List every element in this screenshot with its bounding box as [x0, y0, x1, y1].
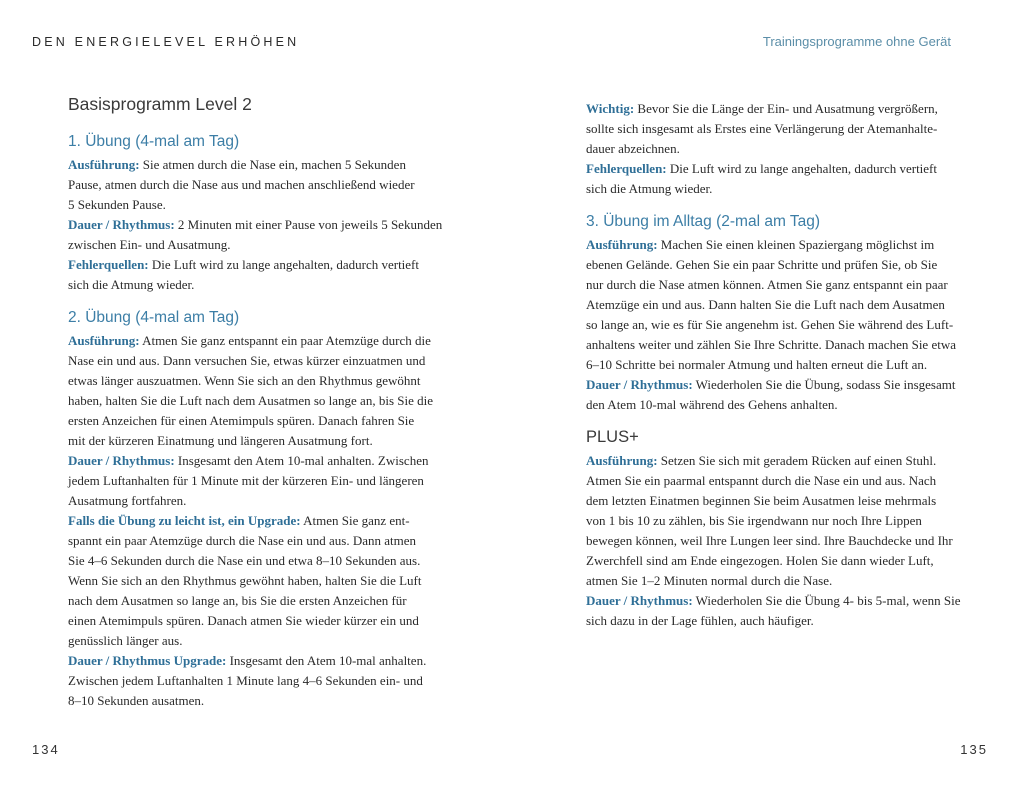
text-line — [68, 451, 440, 471]
text-line: 8–10 Sekunden ausatmen. — [68, 693, 205, 708]
text-line: Nase ein und aus. Dann versuchen Sie, etwas kürzer einzuatmen und — [68, 353, 426, 368]
line-text: Insgesamt den Atem 10-mal anhalten. — [226, 653, 427, 668]
plus-heading: PLUS+ — [586, 428, 639, 446]
text-line: bewegen können, weil Ihre Lungen leer sind. Ihre Bauchdecke und Ihr — [586, 533, 953, 548]
label-duration: Dauer / Rhythmus: — [68, 453, 175, 468]
text-line: sich die Atmung wieder. — [586, 181, 713, 196]
text-line: von 1 bis 10 zu zählen, bis Sie irgendwann nur noch Ihre Lippen — [586, 513, 922, 528]
text-line — [586, 235, 958, 255]
text-line — [68, 215, 443, 235]
text-line: nur durch die Nase atmen können. Atmen Sie ganz entspannt ein paar — [586, 277, 948, 292]
text-line: sich dazu in der Lage fühlen, auch häufiger. — [586, 613, 814, 628]
exercise-3-heading: 3. Übung im Alltag (2-mal am Tag) — [586, 213, 821, 230]
text-line: Zwischen jedem Luftanhalten 1 Minute lang 4–6 Sekunden ein- und — [68, 673, 423, 688]
text-line: 6–10 Schritte bei normaler Atmung und halten erneut die Luft an. — [586, 357, 928, 372]
text-line: anhaltens weiter und zählen Sie Ihre Schritte. Danach machen Sie etwa — [586, 337, 956, 352]
running-title-right: Trainingsprogramme ohne Gerät — [762, 34, 951, 49]
text-line — [586, 159, 958, 179]
text-line — [586, 375, 958, 395]
label-execution: Ausführung: — [586, 453, 658, 468]
label-duration: Dauer / Rhythmus: — [586, 593, 693, 608]
label-important: Wichtig: — [586, 101, 635, 116]
label-duration: Dauer / Rhythmus: — [586, 377, 693, 392]
page-number-left: 134 — [32, 742, 60, 757]
text-line: einen Atemimpuls spüren. Danach atmen Sie wieder kürzer ein und — [68, 613, 419, 628]
line-text: 2 Minuten mit einer Pause von jeweils 5 Sekunden — [174, 217, 443, 232]
text-line: etwas länger auszuatmen. Wenn Sie sich an den Rhythmus gewöhnt — [68, 373, 421, 388]
label-duration-upgrade: Dauer / Rhythmus Upgrade: — [68, 653, 227, 668]
label-errors: Fehlerquellen: — [68, 257, 149, 272]
line-text: Sie atmen durch die Nase ein, machen 5 Sekunden — [139, 157, 406, 172]
text-line — [68, 155, 440, 175]
page-number-right: 135 — [960, 742, 988, 757]
label-execution: Ausführung: — [68, 157, 140, 172]
text-line: den Atem 10-mal während des Gehens anhalten. — [586, 397, 838, 412]
text-line: Ausatmung fortfahren. — [68, 493, 187, 508]
text-line: dem letzten Einatmen beginnen Sie beim Ausatmen leise mehrmals — [586, 493, 937, 508]
line-text: Wiederholen Sie die Übung 4- bis 5-mal, wenn Sie — [692, 593, 961, 608]
line-text: Wiederholen Sie die Übung, sodass Sie insgesamt — [692, 377, 956, 392]
text-line: atmen Sie 1–2 Minuten normal durch die Nase. — [586, 573, 833, 588]
line-text: Die Luft wird zu lange angehalten, dadurch vertieft — [148, 257, 419, 272]
label-duration: Dauer / Rhythmus: — [68, 217, 175, 232]
text-line — [586, 591, 961, 611]
line-text: Die Luft wird zu lange angehalten, dadurch vertieft — [666, 161, 937, 176]
text-line: ebenen Gelände. Gehen Sie ein paar Schritte und prüfen Sie, ob Sie — [586, 257, 938, 272]
text-line: haben, halten Sie die Luft nach dem Ausatmen so lange an, bis Sie die — [68, 393, 433, 408]
text-line: Pause, atmen durch die Nase aus und machen anschließend wieder — [68, 177, 415, 192]
line-text: Setzen Sie sich mit geradem Rücken auf einen Stuhl. — [657, 453, 937, 468]
text-line — [68, 255, 440, 275]
text-line: sich die Atmung wieder. — [68, 277, 195, 292]
text-line: so lange an, wie es für Sie angenehm ist. Gehen Sie während des Luft- — [586, 317, 954, 332]
text-line — [586, 99, 958, 119]
text-line: sollte sich insgesamt als Erstes eine Verlängerung der Atemanhalte- — [586, 121, 938, 136]
line-text: Machen Sie einen kleinen Spaziergang möglichst im — [657, 237, 935, 252]
text-line — [68, 511, 440, 531]
text-line — [68, 331, 440, 351]
text-line: spannt ein paar Atemzüge durch die Nase ein und aus. Dann atmen — [68, 533, 416, 548]
text-line: Atemzüge ein und aus. Dann halten Sie die Luft nach dem Ausatmen — [586, 297, 945, 312]
label-upgrade: Falls die Übung zu leicht ist, ein Upgrade: — [68, 513, 301, 528]
line-text: Insgesamt den Atem 10-mal anhalten. Zwischen — [174, 453, 429, 468]
text-line: nach dem Ausatmen so lange an, bis Sie die ersten Anzeichen für — [68, 593, 407, 608]
text-line: genüsslich länger aus. — [68, 633, 183, 648]
exercise-2-heading: 2. Übung (4-mal am Tag) — [68, 309, 240, 326]
text-line — [586, 451, 958, 471]
text-line: ersten Anzeichen für einen Atemimpuls spüren. Danach fahren Sie — [68, 413, 415, 428]
text-line: dauer abzeichnen. — [586, 141, 680, 156]
text-line: jedem Luftanhalten für 1 Minute mit der kürzeren Ein- und längeren — [68, 473, 424, 488]
left-page-column — [68, 93, 443, 711]
program-title: Basisprogramm Level 2 — [68, 94, 252, 114]
line-text: Atmen Sie ganz entspannt ein paar Atemzüge durch die — [139, 333, 431, 348]
text-line: Sie 4–6 Sekunden durch die Nase ein und etwa 8–10 Sekunden aus. — [68, 553, 421, 568]
label-execution: Ausführung: — [586, 237, 658, 252]
text-line: Zwerchfell sind am Ende eingezogen. Holen Sie dann wieder Luft, — [586, 553, 934, 568]
right-page-column — [586, 99, 961, 631]
text-line: zwischen Ein- und Ausatmung. — [68, 237, 231, 252]
exercise-1-heading: 1. Übung (4-mal am Tag) — [68, 133, 240, 150]
text-line: 5 Sekunden Pause. — [68, 197, 166, 212]
label-errors: Fehlerquellen: — [586, 161, 667, 176]
line-text: Bevor Sie die Länge der Ein- und Ausatmung vergrößern, — [634, 101, 938, 116]
running-title-left: DEN ENERGIELEVEL ERHÖHEN — [32, 35, 300, 49]
text-line — [68, 651, 440, 671]
line-text: Atmen Sie ganz ent- — [300, 513, 410, 528]
text-line: mit der kürzeren Einatmung und längeren Ausatmung fort. — [68, 433, 373, 448]
text-line: Atmen Sie ein paarmal entspannt durch die Nase ein und aus. Nach — [586, 473, 937, 488]
label-execution: Ausführung: — [68, 333, 140, 348]
text-line: Wenn Sie sich an den Rhythmus gewöhnt haben, halten Sie die Luft — [68, 573, 422, 588]
